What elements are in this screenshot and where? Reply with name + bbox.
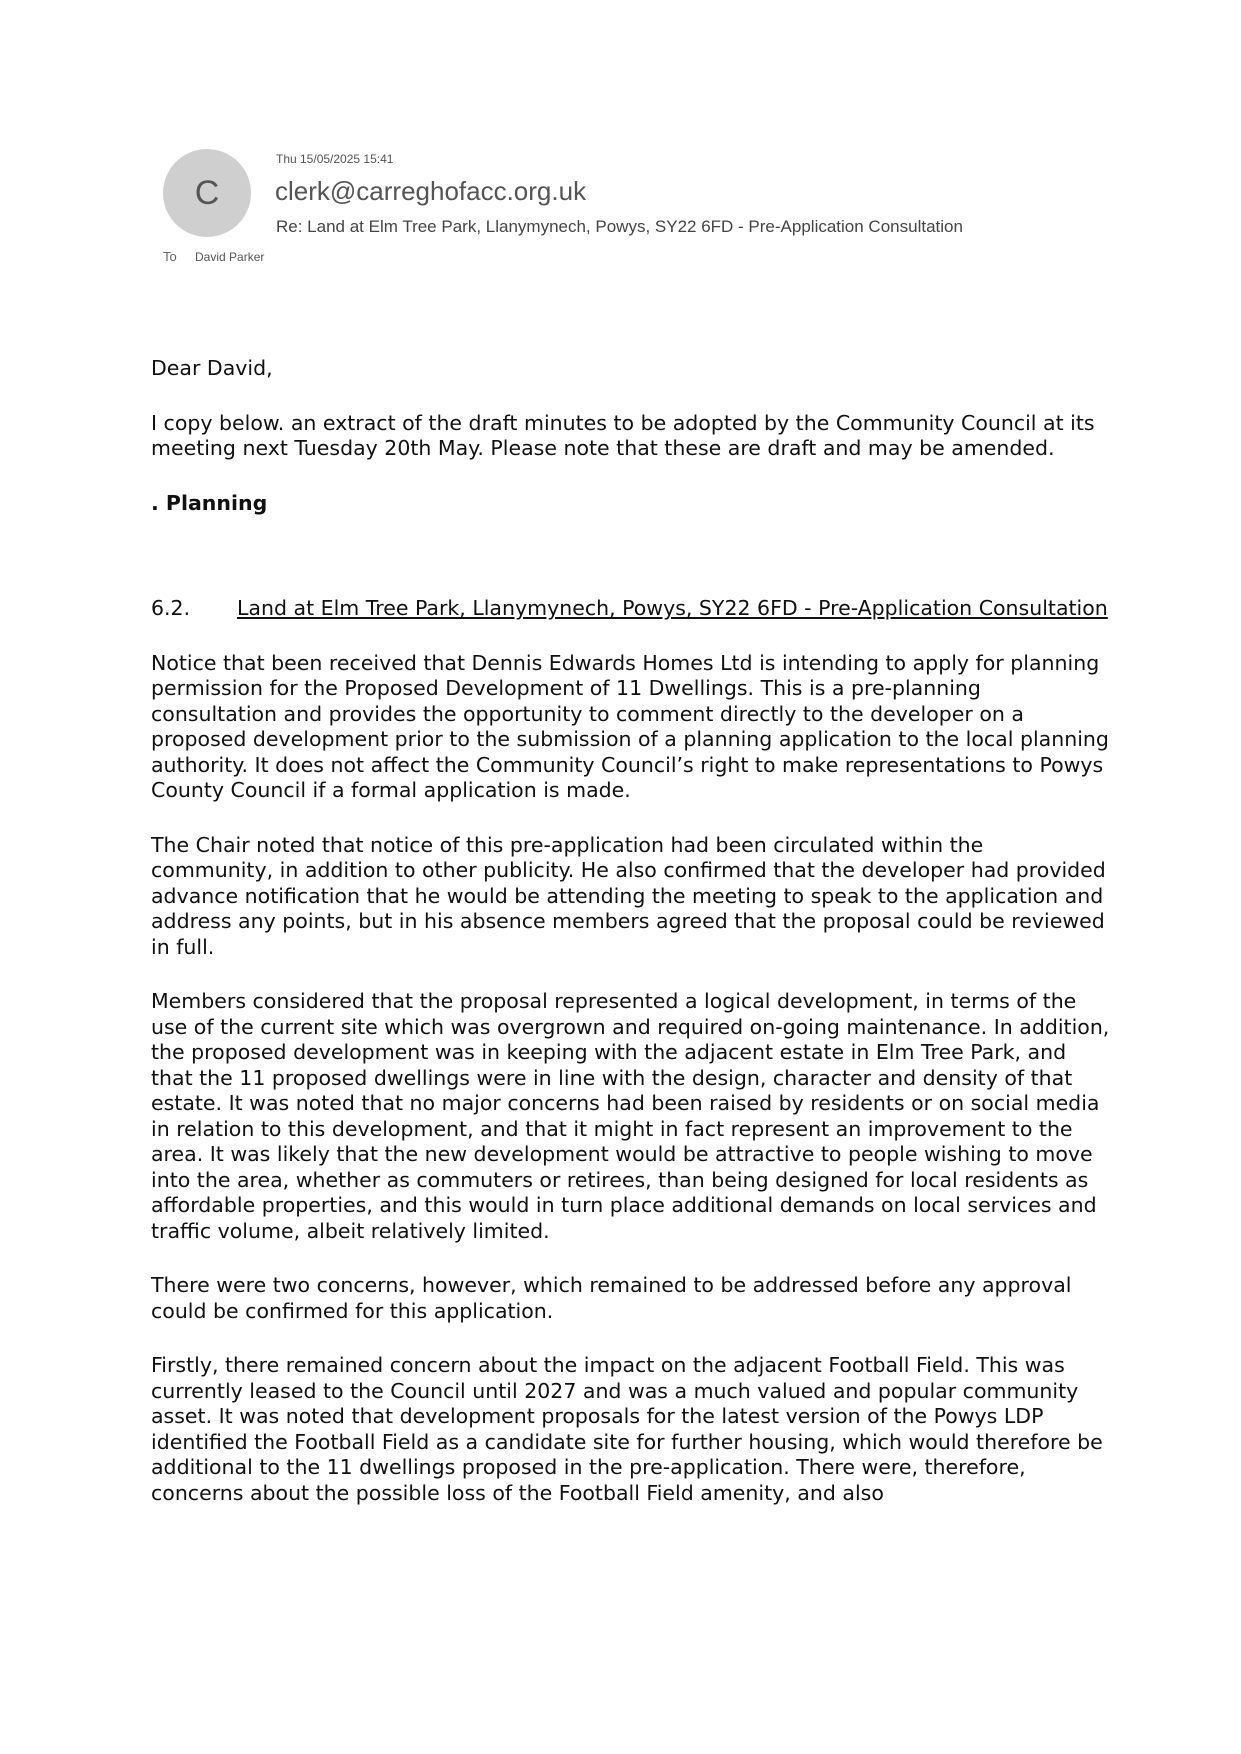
to-label: To (163, 249, 177, 264)
item-title: Land at Elm Tree Park, Llanymynech, Powys, SY22 6FD - Pre-Application Consultation (237, 596, 1108, 620)
avatar-initial: C (194, 173, 220, 212)
minutes-paragraph: Members considered that the proposal represented a logical development, in terms of the use of the current site which was overgrown and required on-going maintenance. In addition, the proposed development was in keeping with the adjacent estate in Elm Tree Park, and that the 11 proposed dwellings were in line with the design, character and density of that estate. It was noted that no major concerns had been raised by residents or on social media in relation to this development, and that it might in fact represent an improvement to the area. It was likely that the new development would be attractive to people wishing to move into the area, whether as commuters or retirees, than being designed for local residents as affordable properties, and this would in turn place additional demands on local services and traffic volume, albeit relatively limited. (151, 989, 1110, 1243)
item-number: 6.2. (151, 596, 191, 620)
recipient-name[interactable]: David Parker (195, 250, 265, 264)
email-header (0, 0, 1241, 270)
minutes-paragraph: There were two concerns, however, which remained to be addressed before any approval could be confirmed for this application. (151, 1273, 1072, 1323)
minutes-paragraph: Notice that been received that Dennis Edwards Homes Ltd is intending to apply for planning permission for the Proposed Development of 11 Dwellings. This is a pre-planning consultation and provides the opportunity to comment directly to the developer on a proposed development prior to the submission of a planning application to the local planning authority. It does not affect the Community Council’s right to make representations to Powys County Council if a formal application is made. (151, 650, 1109, 802)
sender-avatar[interactable] (163, 149, 251, 237)
email-body (151, 356, 1111, 1535)
greeting: Dear David, (151, 356, 273, 380)
item-heading (151, 596, 1111, 622)
minutes-paragraph: Firstly, there remained concern about the impact on the adjacent Football Field. This was currently leased to the Council until 2027 and was a much valued and popular community asset. It was noted that development proposals for the latest version of the Powys LDP identified the Football Field as a candidate site for further housing, which would therefore be additional to the 11 dwellings proposed in the pre-application. There were, therefore, concerns about the possible loss of the Football Field amenity, and also (151, 1353, 1103, 1505)
sender-address[interactable]: clerk@carreghofacc.org.uk (275, 176, 587, 206)
minutes-paragraph: The Chair noted that notice of this pre-application had been circulated within the community, in addition to other publicity. He also confirmed that the developer had provided advance notification that he would be attending the meeting to speak to the application and address any points, but in his absence members agreed that the proposal could be reviewed in full. (151, 832, 1106, 959)
email-subject: Re: Land at Elm Tree Park, Llanymynech, Powys, SY22 6FD - Pre-Application Consultation (276, 217, 963, 236)
intro-paragraph: I copy below. an extract of the draft minutes to be adopted by the Community Council at its meeting next Tuesday 20th May. Please note that these are draft and may be amended. (151, 410, 1095, 460)
email-date: Thu 15/05/2025 15:41 (276, 152, 394, 166)
section-heading: . Planning (151, 490, 268, 515)
